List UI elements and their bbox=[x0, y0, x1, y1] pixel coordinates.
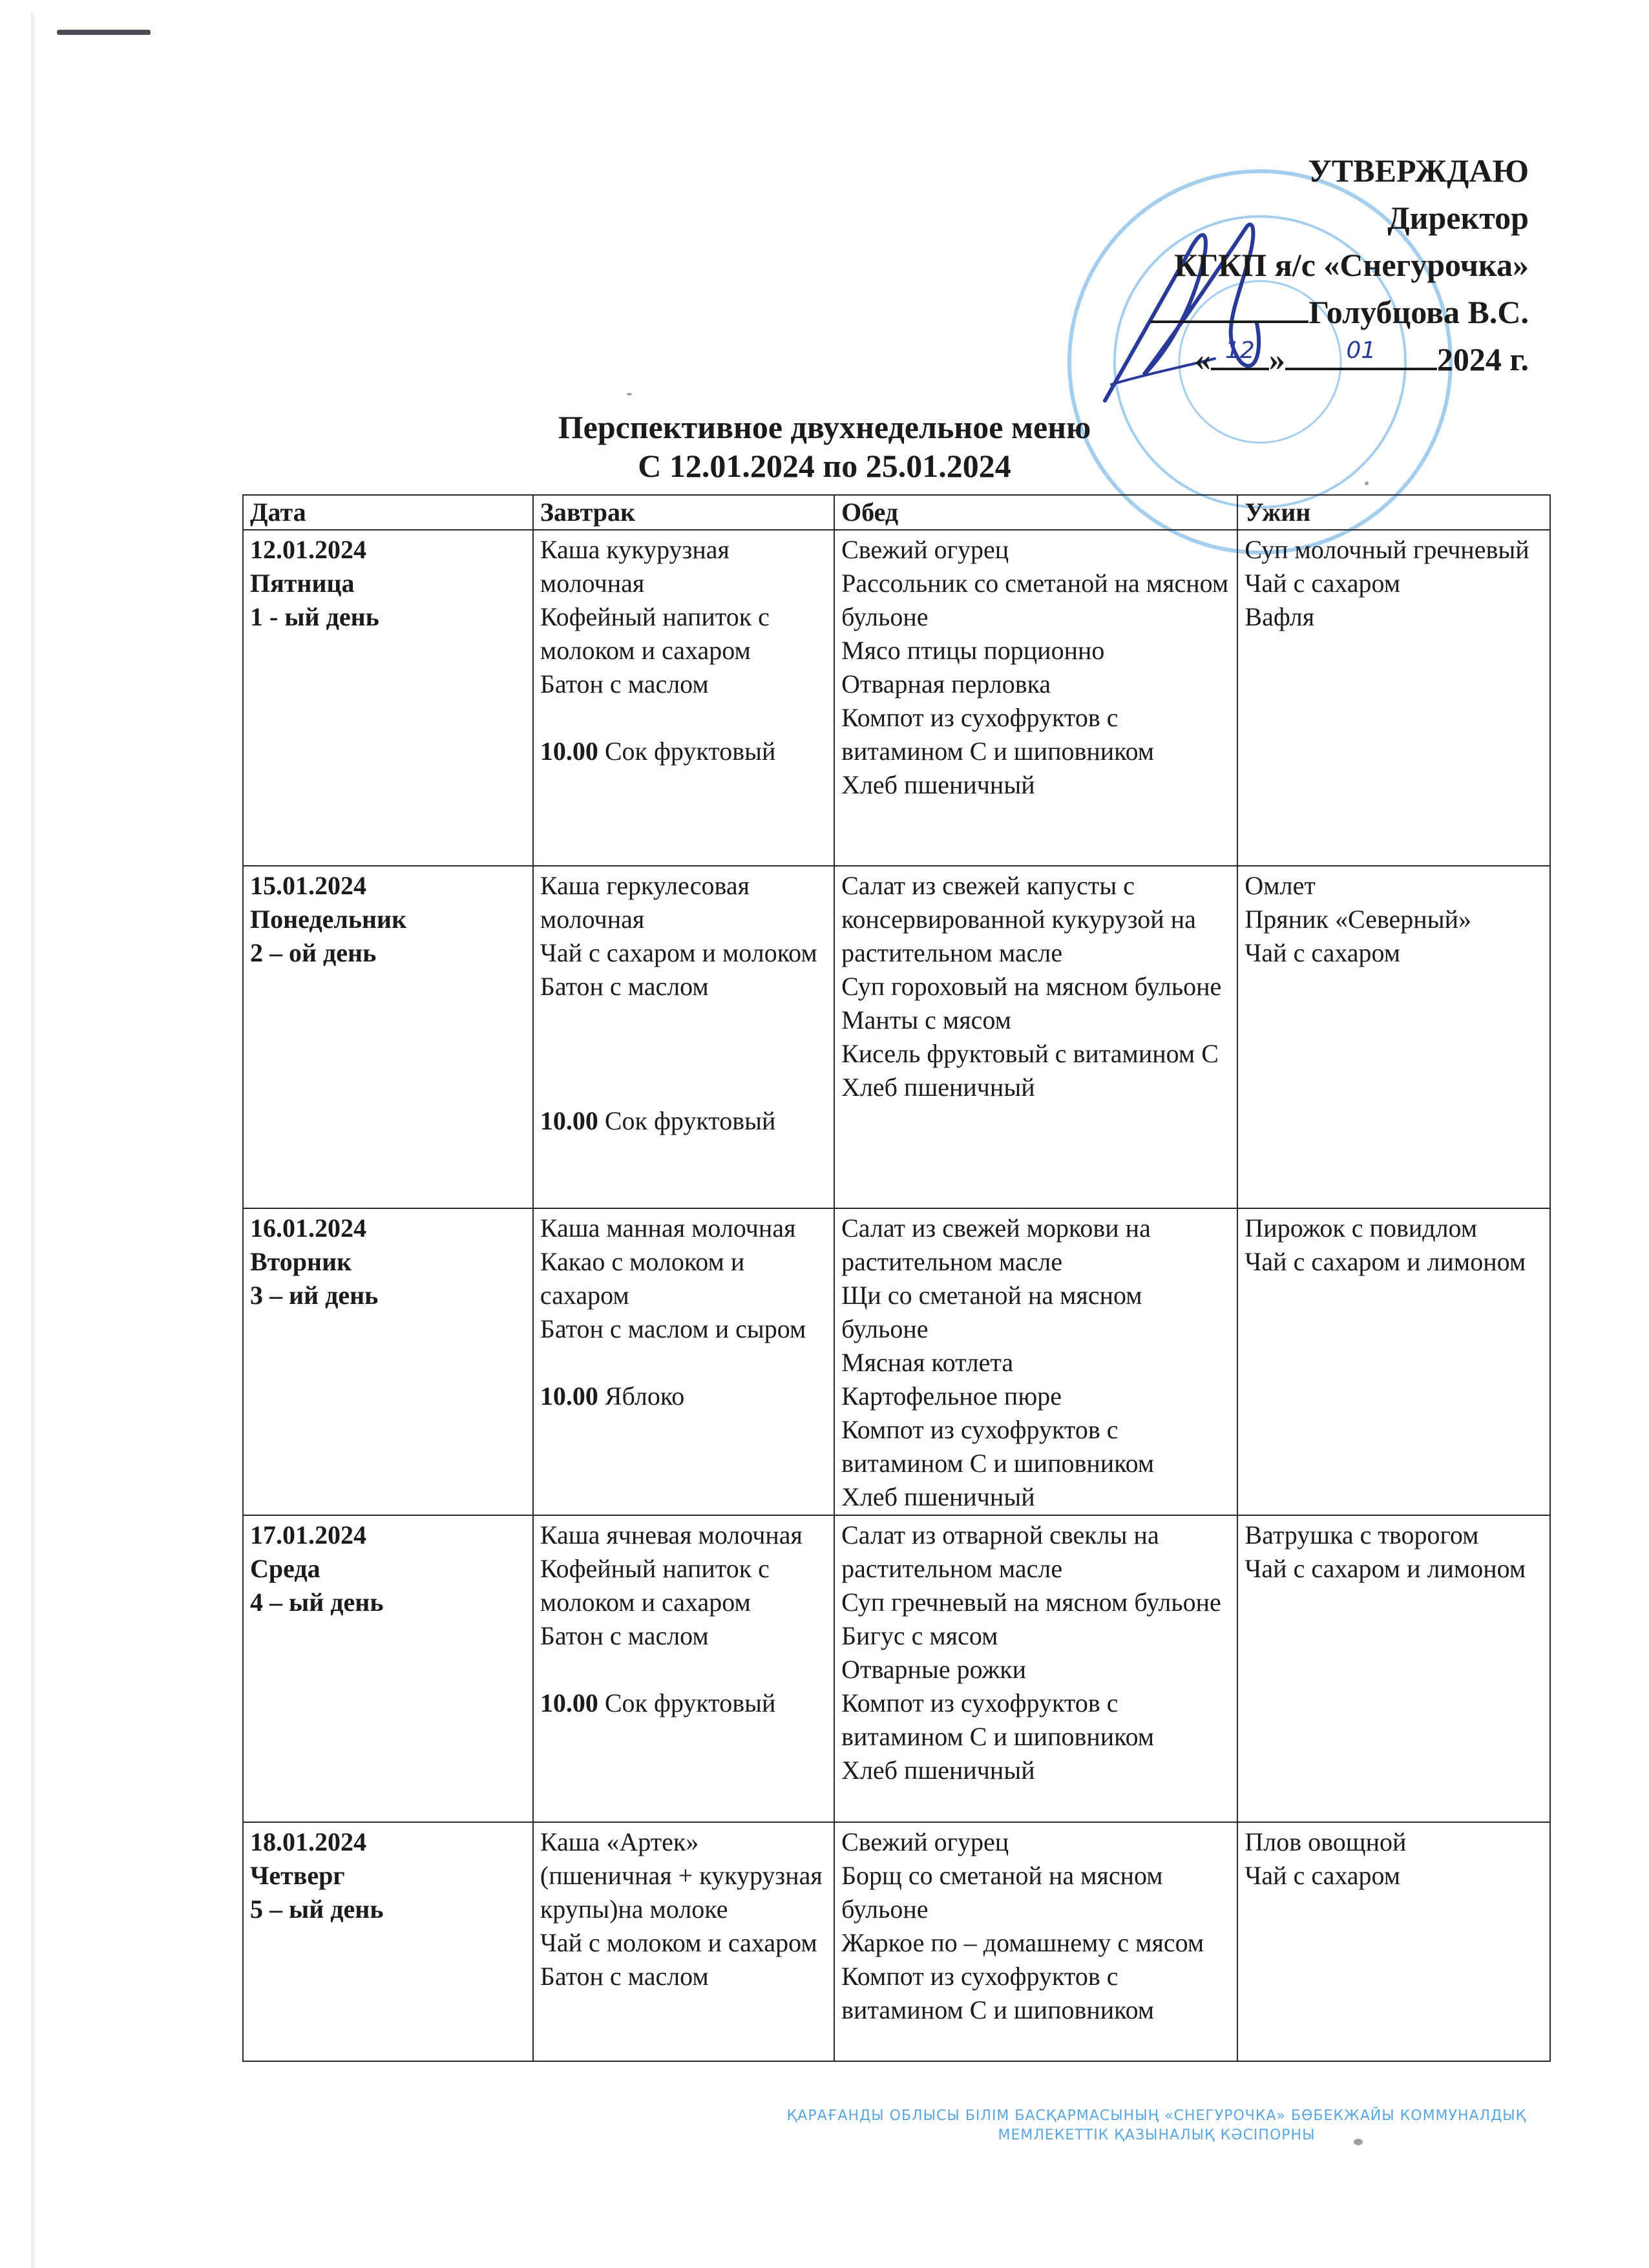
menu-item: Плов овощной bbox=[1245, 1827, 1407, 1856]
menu-item: Кофейный напиток с молоком и сахаром bbox=[540, 602, 770, 665]
handwritten-day: 12 bbox=[1225, 337, 1255, 364]
day-date: 16.01.2024 bbox=[250, 1213, 366, 1243]
menu-item: Компот из сухофруктов с витамином С и шиповником bbox=[841, 703, 1155, 766]
menu-item: Хлеб пшеничный bbox=[841, 1073, 1035, 1102]
approval-organization: КГКП я/с «Снегурочка» bbox=[1174, 247, 1529, 283]
document-title: Перспективное двухнедельное меню bbox=[558, 409, 1091, 445]
scan-speck bbox=[1354, 2139, 1363, 2145]
cell-breakfast bbox=[533, 1822, 834, 2061]
approval-heading: УТВЕРЖДАЮ bbox=[1308, 152, 1529, 189]
day-weekday: Понедельник bbox=[250, 905, 407, 934]
day-number: 5 – ый день bbox=[250, 1895, 384, 1924]
menu-item: Свежий огурец bbox=[841, 1827, 1009, 1856]
header-lunch: Обед bbox=[834, 495, 1237, 530]
snack-time: 10.00 bbox=[540, 737, 598, 766]
menu-item: Бигус с мясом bbox=[841, 1621, 998, 1650]
table-header-row bbox=[243, 495, 1550, 530]
snack-entry bbox=[540, 1104, 827, 1138]
day-date: 17.01.2024 bbox=[250, 1520, 366, 1549]
menu-item: Чай с сахаром bbox=[1245, 1861, 1401, 1890]
snack-entry bbox=[540, 1686, 827, 1720]
table-row bbox=[243, 530, 1550, 866]
cell-dinner bbox=[1237, 1515, 1550, 1822]
table-row bbox=[243, 1208, 1550, 1515]
cell-lunch bbox=[834, 1208, 1237, 1515]
snack-time: 10.00 bbox=[540, 1688, 598, 1717]
menu-item: Батон с маслом и сыром bbox=[540, 1314, 806, 1343]
cell-date bbox=[243, 530, 533, 866]
menu-item: Какао с молоком и сахаром bbox=[540, 1247, 745, 1310]
signature-underline bbox=[1150, 292, 1308, 323]
menu-item: Чай с молоком и сахаром bbox=[540, 1928, 817, 1957]
menu-item: Чай с сахаром и молоком bbox=[540, 938, 817, 967]
snack-entry bbox=[540, 735, 827, 768]
menu-item: Борщ со сметаной на мясном бульоне bbox=[841, 1861, 1163, 1924]
menu-item: Пирожок с повидлом bbox=[1245, 1213, 1478, 1243]
menu-item: Мясная котлета bbox=[841, 1348, 1014, 1377]
approval-year: 2024 г. bbox=[1436, 341, 1529, 377]
menu-item: Салат из свежей моркови на растительном масле bbox=[841, 1213, 1151, 1276]
day-underline bbox=[1211, 339, 1269, 370]
scan-artifact-mark bbox=[57, 30, 151, 35]
menu-table bbox=[242, 494, 1551, 2062]
snack-item: Сок фруктовый bbox=[604, 1688, 776, 1717]
menu-item: Салат из свежей капусты с консервированной кукурузой на растительном масле bbox=[841, 871, 1196, 967]
header-date: Дата bbox=[243, 495, 533, 530]
day-weekday: Пятница bbox=[250, 569, 355, 598]
menu-item: Хлеб пшеничный bbox=[841, 1482, 1035, 1511]
menu-item: Манты с мясом bbox=[841, 1005, 1011, 1034]
date-open-quote: « bbox=[1194, 341, 1211, 377]
menu-item: Каша кукурузная молочная bbox=[540, 535, 730, 598]
approval-block bbox=[1150, 147, 1529, 383]
approval-signatory: Голубцова В.С. bbox=[1308, 294, 1529, 330]
cell-dinner bbox=[1237, 866, 1550, 1208]
snack-time: 10.00 bbox=[540, 1106, 598, 1135]
menu-item: Кисель фруктовый с витамином С bbox=[841, 1039, 1219, 1068]
cell-lunch bbox=[834, 1822, 1237, 2061]
table-row bbox=[243, 1822, 1550, 2061]
menu-item: Отварная перловка bbox=[841, 669, 1051, 698]
day-number: 4 – ый день bbox=[250, 1588, 384, 1617]
cell-lunch bbox=[834, 866, 1237, 1208]
menu-item: Суп гречневый на мясном бульоне bbox=[841, 1588, 1221, 1617]
menu-item: Чай с сахаром и лимоном bbox=[1245, 1554, 1526, 1583]
header-breakfast: Завтрак bbox=[533, 495, 834, 530]
menu-item: Рассольник со сметаной на мясном бульоне bbox=[841, 569, 1229, 631]
snack-item: Яблоко bbox=[604, 1381, 685, 1411]
header-dinner: Ужин bbox=[1237, 495, 1550, 530]
menu-item: Суп гороховый на мясном бульоне bbox=[841, 972, 1222, 1001]
stamp-ring-text: ҚАРАҒАНДЫ ОБЛЫСЫ БІЛІМ БАСҚАРМАСЫНЫҢ «СНЕГУРОЧКА» БӨБЕКЖАЙЫ КОММУНАЛДЫҚ МЕМЛЕКЕТТІК ҚАЗЫНАЛЫҚ КӘСІПОРНЫ bbox=[786, 2108, 1527, 2143]
menu-item: Свежий огурец bbox=[841, 535, 1009, 564]
menu-item: Компот из сухофруктов с витамином С и шиповником bbox=[841, 1688, 1155, 1751]
day-weekday: Вторник bbox=[250, 1247, 352, 1276]
cell-date bbox=[243, 866, 533, 1208]
menu-item: Батон с маслом bbox=[540, 669, 709, 698]
table-row bbox=[243, 866, 1550, 1208]
menu-item: Каша геркулесовая молочная bbox=[540, 871, 750, 934]
day-date: 15.01.2024 bbox=[250, 871, 366, 900]
menu-item: Пряник «Северный» bbox=[1245, 905, 1471, 934]
menu-item: Каша «Артек» (пшеничная + кукурузная крупы)на молоке bbox=[540, 1827, 823, 1924]
day-number: 1 - ый день bbox=[250, 602, 379, 631]
cell-lunch bbox=[834, 530, 1237, 866]
cell-breakfast bbox=[533, 1208, 834, 1515]
menu-item: Жаркое по – домашнему с мясом bbox=[841, 1928, 1204, 1957]
menu-item: Чай с сахаром bbox=[1245, 938, 1401, 967]
scan-edge-shadow bbox=[31, 13, 35, 2268]
day-number: 3 – ий день bbox=[250, 1281, 379, 1310]
snack-time: 10.00 bbox=[540, 1381, 598, 1411]
menu-item: Вафля bbox=[1245, 602, 1315, 631]
day-number: 2 – ой день bbox=[250, 938, 377, 967]
cell-dinner bbox=[1237, 530, 1550, 866]
menu-item: Компот из сухофруктов с витамином С и шиповником bbox=[841, 1415, 1155, 1478]
menu-item: Компот из сухофруктов с витамином С и шиповником bbox=[841, 1962, 1155, 2024]
menu-item: Салат из отварной свеклы на растительном масле bbox=[841, 1520, 1159, 1583]
handwritten-month: 01 bbox=[1346, 337, 1376, 364]
menu-item: Батон с маслом bbox=[540, 972, 709, 1001]
cell-date bbox=[243, 1208, 533, 1515]
menu-item: Батон с маслом bbox=[540, 1962, 709, 1991]
menu-item: Каша ячневая молочная bbox=[540, 1520, 803, 1549]
cell-dinner bbox=[1237, 1208, 1550, 1515]
document-subtitle: С 12.01.2024 по 25.01.2024 bbox=[638, 448, 1011, 484]
menu-item: Суп молочный гречневый bbox=[1245, 535, 1529, 564]
menu-item: Батон с маслом bbox=[540, 1621, 709, 1650]
menu-item: Ватрушка с творогом bbox=[1245, 1520, 1479, 1549]
menu-item: Щи со сметаной на мясном бульоне bbox=[841, 1281, 1142, 1343]
menu-item: Каша манная молочная bbox=[540, 1213, 796, 1243]
snack-entry bbox=[540, 1380, 827, 1413]
menu-item: Хлеб пшеничный bbox=[841, 770, 1035, 799]
cell-dinner bbox=[1237, 1822, 1550, 2061]
snack-item: Сок фруктовый bbox=[604, 737, 776, 766]
day-weekday: Среда bbox=[250, 1554, 320, 1583]
cell-breakfast bbox=[533, 866, 834, 1208]
cell-breakfast bbox=[533, 530, 834, 866]
menu-item: Картофельное пюре bbox=[841, 1381, 1062, 1411]
menu-item: Омлет bbox=[1245, 871, 1316, 900]
day-date: 18.01.2024 bbox=[250, 1827, 366, 1856]
approval-date-line bbox=[1150, 336, 1529, 383]
scan-speck bbox=[627, 393, 632, 395]
month-underline bbox=[1285, 339, 1437, 370]
date-close-quote: » bbox=[1268, 341, 1285, 377]
day-weekday: Четверг bbox=[250, 1861, 345, 1890]
cell-breakfast bbox=[533, 1515, 834, 1822]
approval-signatory-line bbox=[1150, 289, 1529, 336]
table-row bbox=[243, 1515, 1550, 1822]
cell-lunch bbox=[834, 1515, 1237, 1822]
menu-item: Мясо птицы порционно bbox=[841, 636, 1105, 665]
cell-date bbox=[243, 1822, 533, 2061]
menu-item: Кофейный напиток с молоком и сахаром bbox=[540, 1554, 770, 1617]
snack-item: Сок фруктовый bbox=[604, 1106, 776, 1135]
menu-item: Чай с сахаром bbox=[1245, 569, 1401, 598]
cell-date bbox=[243, 1515, 533, 1822]
approval-position: Директор bbox=[1387, 200, 1529, 236]
menu-item: Отварные рожки bbox=[841, 1655, 1027, 1684]
menu-item: Чай с сахаром и лимоном bbox=[1245, 1247, 1526, 1276]
day-date: 12.01.2024 bbox=[250, 535, 366, 564]
menu-item: Хлеб пшеничный bbox=[841, 1756, 1035, 1785]
